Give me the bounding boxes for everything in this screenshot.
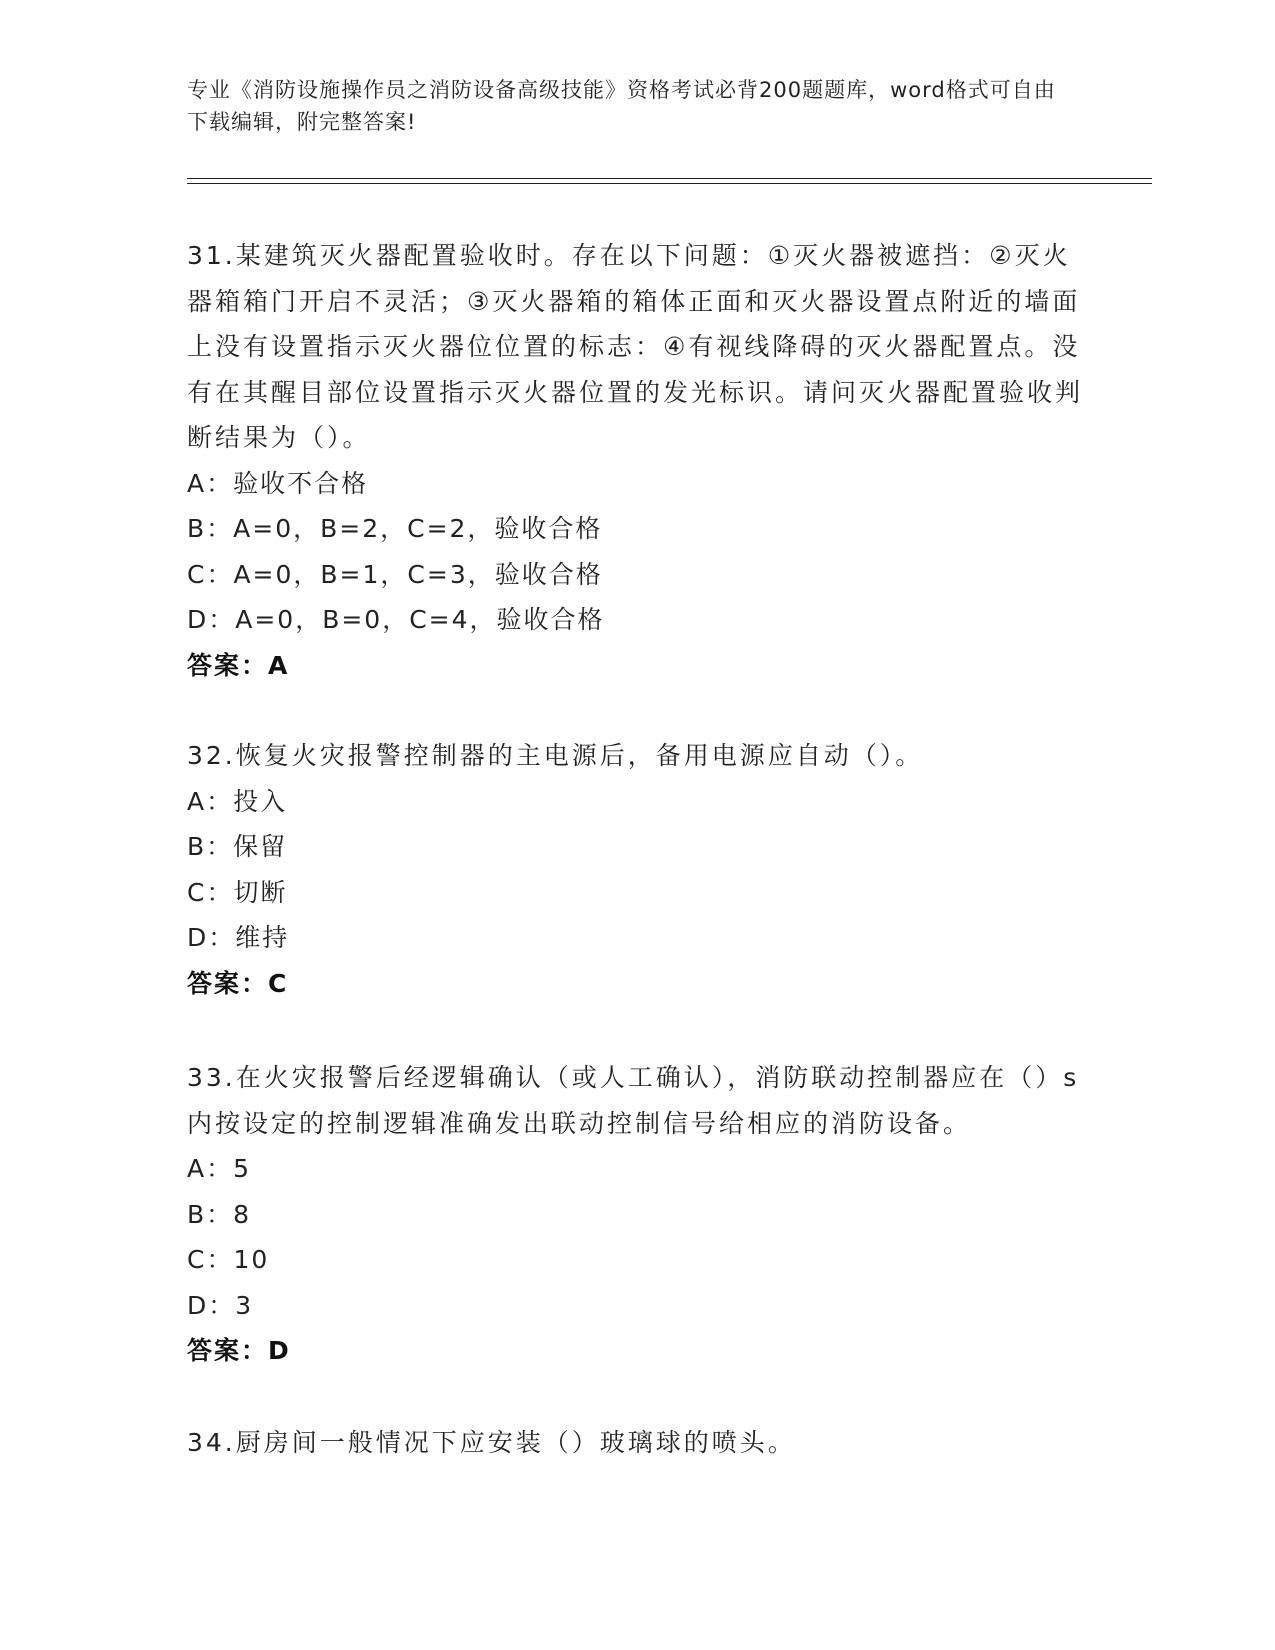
question-stem: 31.某建筑灭火器配置验收时。存在以下问题：①灭火器被遮挡：②灭火器箱箱门开启不灵活；③灭火器箱的箱体正面和灭火器设置点附近的墙面上没有设置指示灭火器位位置的标志：④有视线降碍的灭火器配置点。没有在其醒目部位设置指示灭火器位置的发光标识。请问灭火器配置验收判断结果为（）。	[187, 241, 1084, 452]
option-b: B：8	[187, 1199, 252, 1229]
option-d: D：A=0，B=0，C=4，验收合格	[187, 605, 605, 634]
option-d: D：3	[187, 1290, 254, 1320]
question-stem: 33.在火灾报警后经逻辑确认（或人工确认），消防联动控制器应在（）s内按设定的控制逻辑准确发出联动控制信号给相应的消防设备。	[187, 1063, 1080, 1138]
header-divider-bottom	[187, 183, 1152, 184]
option-b: B：A=0，B=2，C=2，验收合格	[187, 514, 603, 543]
option-a: A：投入	[187, 786, 288, 816]
document-header: 专业《消防设施操作员之消防设备高级技能》资格考试必背200题题库，word格式可自由下载编辑，附完整答案!	[187, 78, 1056, 134]
question-31	[187, 233, 1087, 688]
option-c: C：10	[187, 1245, 270, 1274]
question-34	[187, 1420, 1087, 1466]
question-33	[187, 1055, 1087, 1374]
option-c: C：切断	[187, 877, 288, 907]
option-a: A：验收不合格	[187, 468, 369, 498]
option-a: A：5	[187, 1154, 252, 1183]
header-divider-top	[187, 178, 1152, 179]
option-b: B：保留	[187, 832, 288, 861]
answer: 答案：C	[187, 968, 289, 998]
question-32	[187, 733, 1087, 1006]
option-c: C：A=0，B=1，C=3，验收合格	[187, 559, 603, 589]
option-d: D：维持	[187, 923, 290, 952]
question-stem: 32.恢复火灾报警控制器的主电源后，备用电源应自动（）。	[187, 741, 924, 770]
question-stem: 34.厨房间一般情况下应安装（）玻璃球的喷头。	[187, 1428, 796, 1457]
answer: 答案：A	[187, 650, 290, 680]
answer: 答案：D	[187, 1336, 291, 1365]
